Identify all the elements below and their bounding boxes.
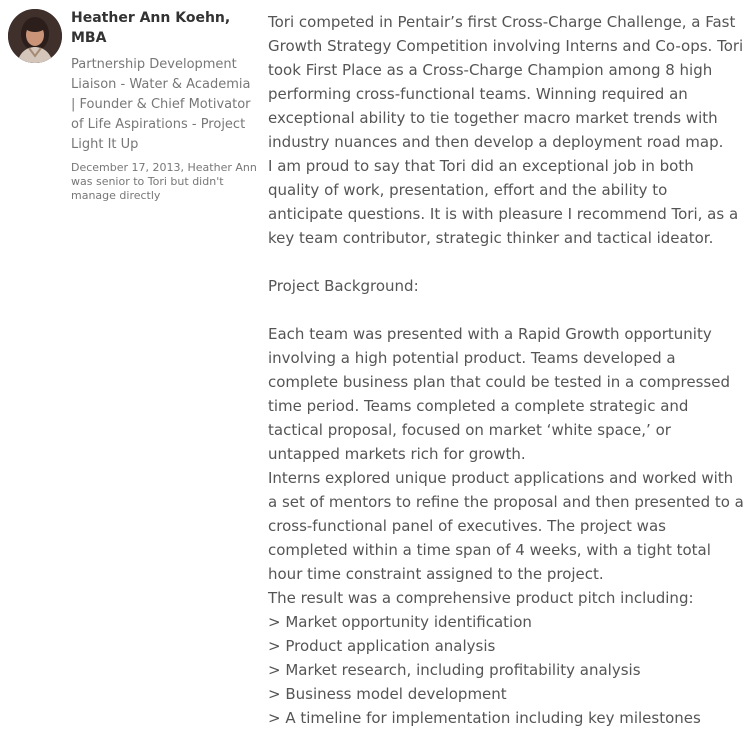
paragraph-spacer [268,250,746,274]
profile-photo-icon [8,9,62,63]
recommender-info [71,8,257,203]
recommender-headline: Partnership Development Liaison - Water & Academia | Founder & Chief Motivator of Life Aspirations - Project Light It Up [71,57,251,152]
recommendation-date-relationship: December 17, 2013, Heather Ann was senior to Tori but didn't manage directly [71,161,257,202]
section-heading: Project Background: [268,277,419,295]
recommendation-paragraph: Tori competed in Pentair’s first Cross-Charge Challenge, a Fast Growth Strategy Competition involving Interns and Co-ops. Tori took First Place as a Cross-Charge Champion among 8 high performing cross-functional teams. Winning required an exceptional ability to tie together macro market trends with industry nuances and then develop a deployment road map. I am proud to say that Tori did an exceptional job in both quality of work, presentation, effort and the ability to anticipate questions. It is with pleasure I recommend Tori, as a key team contributor, strategic thinker and tactical ideator. [268,13,744,247]
recommendation-paragraph: Each team was presented with a Rapid Growth opportunity involving a high potential product. Teams developed a complete business plan that could be tested in a compressed time period. Teams completed a complete strategic and tactical proposal, focused on market ‘white space,’ or untapped markets rich for growth. Interns explored unique product applications and worked with a set of mentors to refine the proposal and then presented to a cross-functional panel of executives. The project was completed within a time span of 4 weeks, with a tight total hour time constraint assigned to the project. The result was a comprehensive product pitch including: > Market opportunity identification > Product application analysis > Market research, including profitability analysis > Business model development > A timeline for implementation including key milestones [268,325,744,727]
recommender-name-link[interactable]: Heather Ann Koehn, MBA [71,10,231,46]
recommendation-text [268,10,746,730]
avatar[interactable] [8,9,62,63]
paragraph-spacer [268,298,746,322]
